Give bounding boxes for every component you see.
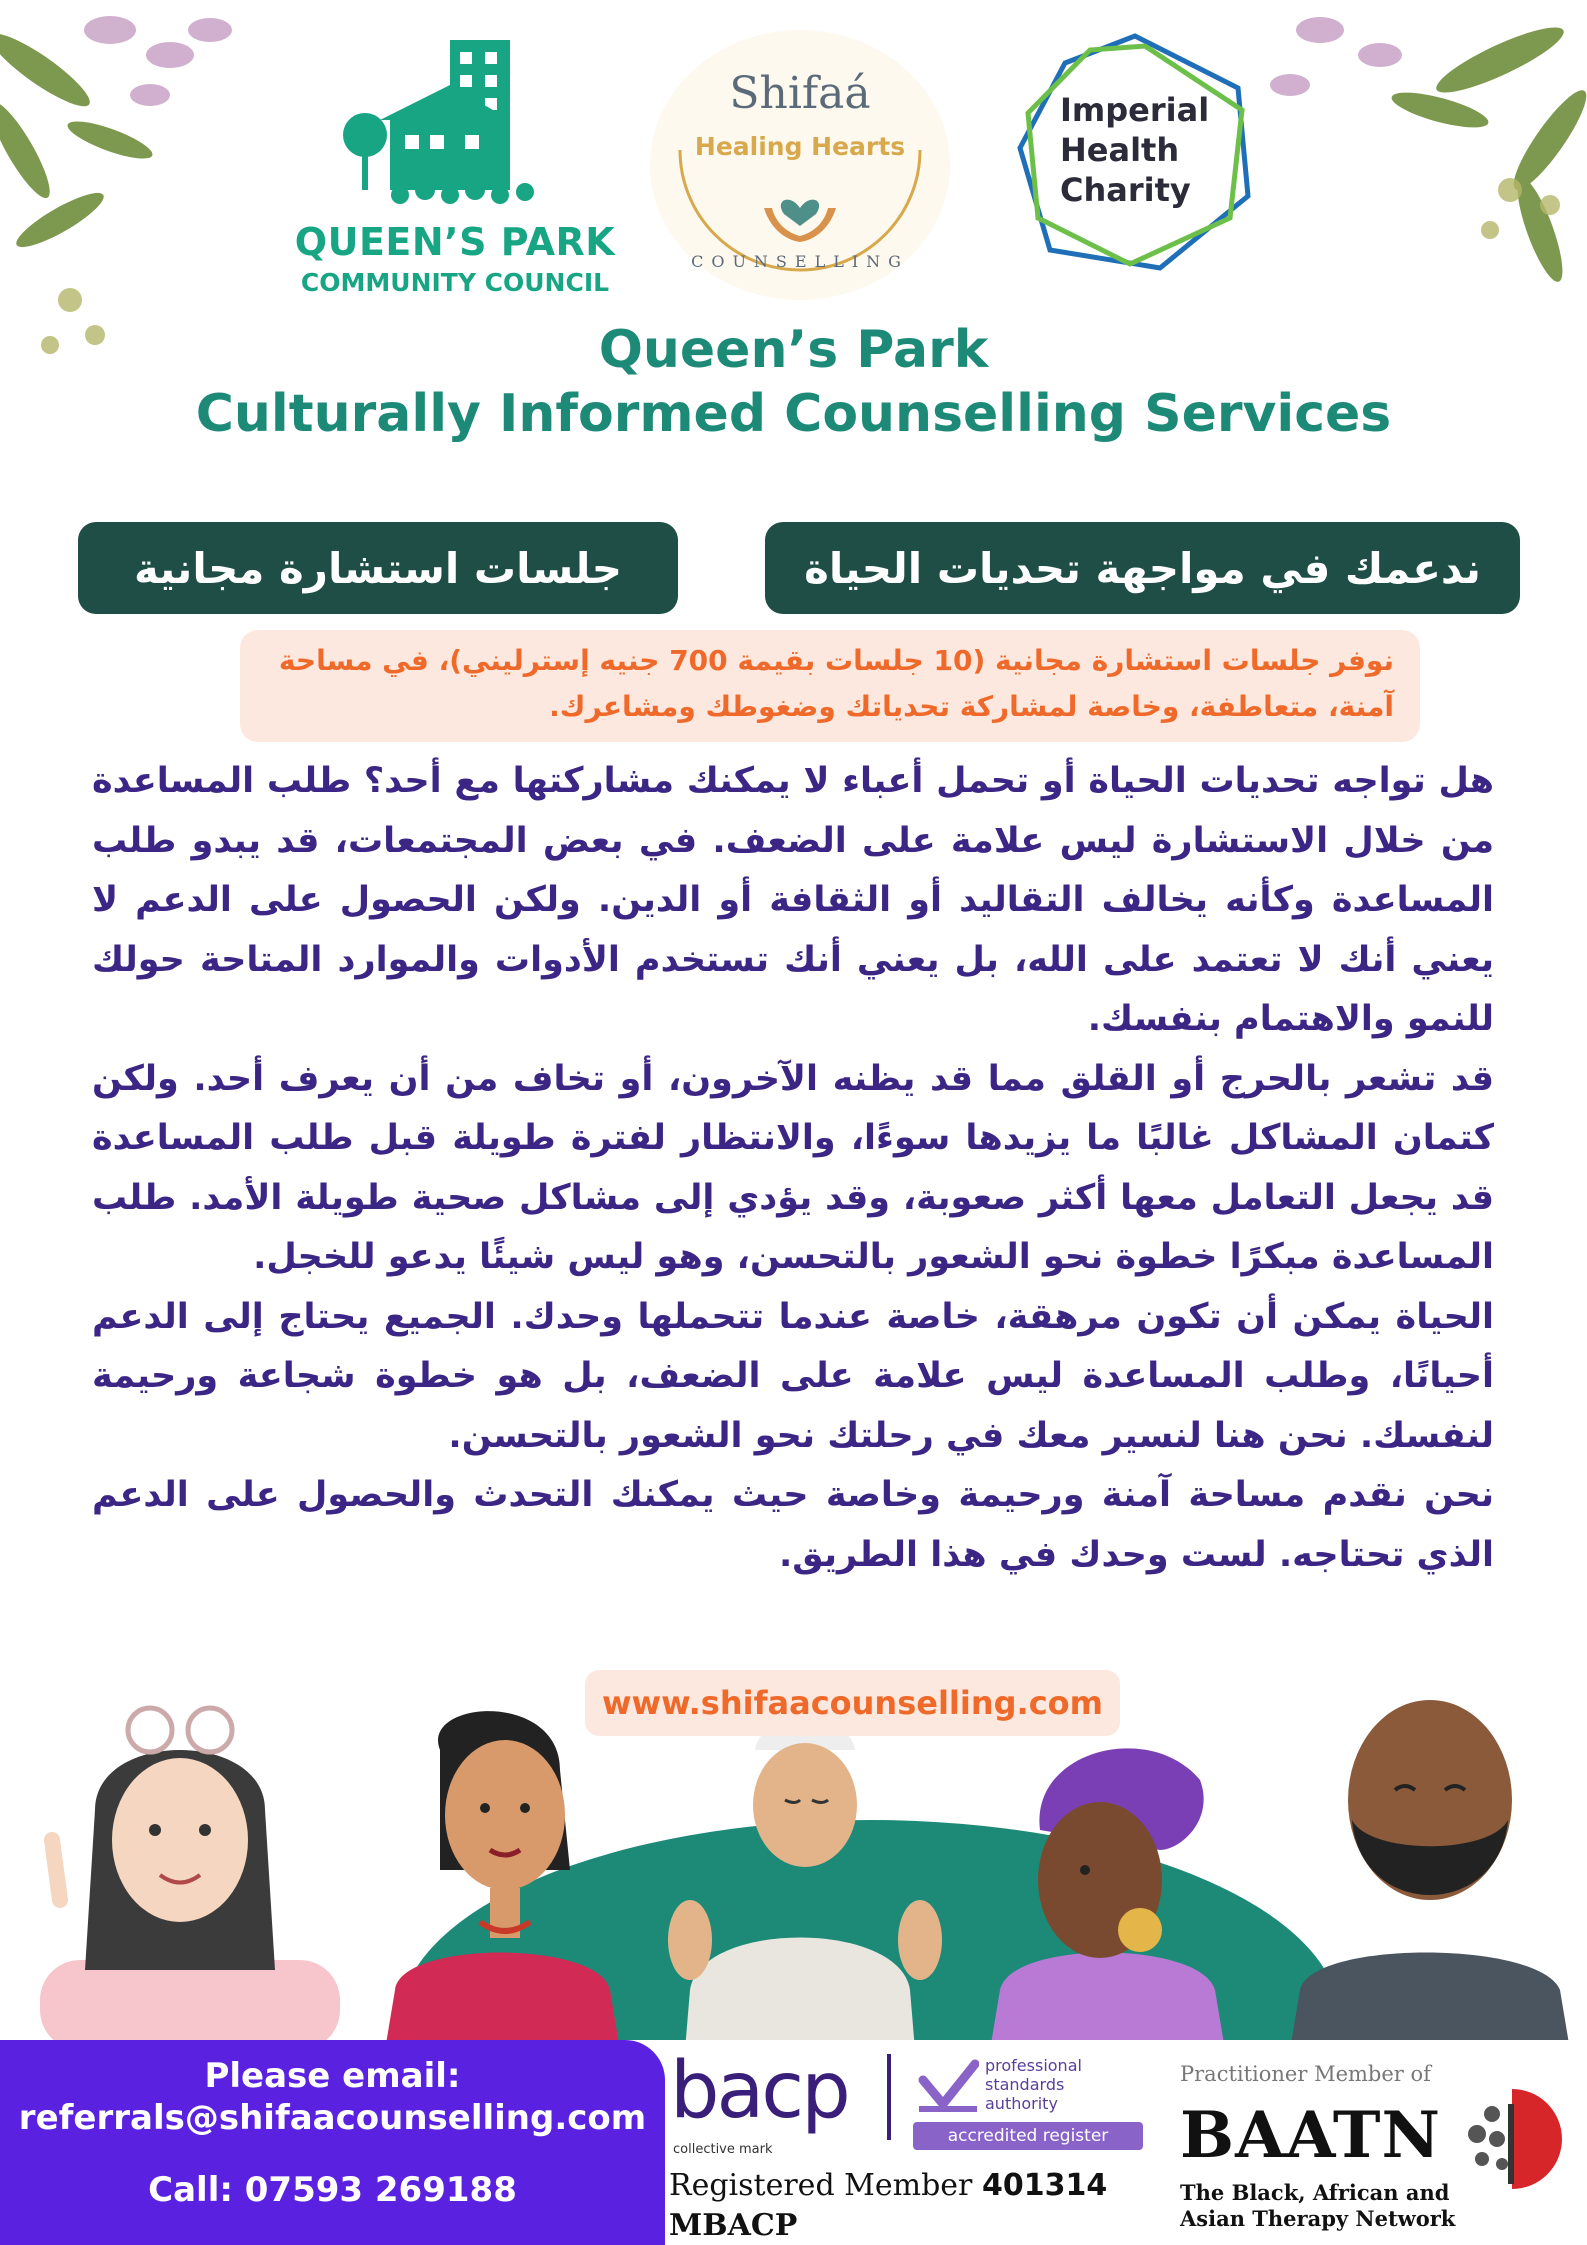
contact-panel [0, 2040, 665, 2245]
bacp-wordmark: bacp [670, 2046, 848, 2136]
person-hijab-woman-icon [40, 1708, 340, 2040]
person-bearded-man-icon [1290, 1700, 1570, 2040]
body-paragraph-3: الحياة يمكن أن تكون مرهقة، خاصة عندما تتحملها وحدك. الجميع يحتاج إلى الدعم أحيانًا، وطلب المساعدة ليس علامة على الضعف، بل هو خطوة شجاعة ورحيمة لنفسك. نحن هنا لنسير معك في رحلتك نحو الشعور بالتحسن. [92, 1296, 1494, 1456]
psa-accredited-register: accredited register [913, 2122, 1143, 2150]
baatn-tree-icon [1452, 2084, 1572, 2194]
queens-park-name: QUEEN’S PARK [294, 220, 616, 264]
imperial-health-charity-logo [1010, 28, 1260, 278]
support-banner: ندعمك في مواجهة تحديات الحياة [765, 522, 1520, 614]
website-link[interactable]: www.shifaacounselling.com [585, 1670, 1120, 1736]
baatn-practitioner-label: Practitioner Member of [1180, 2062, 1431, 2086]
mbacp-label: MBACP [669, 2208, 798, 2243]
people-illustration [0, 1690, 1587, 2040]
shifaa-title: Shifaá [729, 68, 871, 119]
phone-number[interactable]: Call: 07593 269188 [148, 2170, 517, 2210]
free-sessions-banner: جلسات استشارة مجانية [78, 522, 678, 614]
psa-badge [913, 2056, 1143, 2156]
email-prompt: Please email: [204, 2056, 461, 2096]
baatn-wordmark: BAATN [1180, 2098, 1442, 2173]
queens-park-logo [270, 30, 640, 297]
body-text [92, 752, 1494, 1585]
queens-park-building-icon [340, 30, 570, 215]
baatn-subtitle-2: Asian Therapy Network [1180, 2206, 1456, 2231]
registered-member-line: Registered Member 401314 [669, 2168, 1108, 2203]
body-paragraph-4: نحن نقدم مساحة آمنة ورحيمة وخاصة حيث يمكنك التحدث والحصول على الدعم الذي تحتاجه. لست وحدك في هذا الطريق. [92, 1475, 1494, 1575]
referral-email-link[interactable]: referrals@shifaacounselling.com [18, 2098, 647, 2138]
offer-highlight: نوفر جلسات استشارة مجانية (10 جلسات بقيمة 700 جنيه إسترليني)، في مساحة آمنة، متعاطفة، وخاصة لمشاركة تحدياتك وضغوطك ومشاعرك. [240, 630, 1420, 742]
bacp-collective-mark: collective mark [673, 2142, 773, 2157]
body-paragraph-1: هل تواجه تحديات الحياة أو تحمل أعباء لا يمكنك مشاركتها مع أحد؟ طلب المساعدة من خلال الاستشارة ليس علامة على الضعف. في بعض المجتمعات، قد يبدو طلب المساعدة وكأنه يخالف التقاليد أو الثقافة أو الدين. ولكن الحصول على الدعم لا يعني أنك لا تعتمد على الله، بل يعني أنك تستخدم الأدوات والموارد المتاحة حولك للنمو والاهتمام بنفسك. [92, 761, 1494, 1039]
community-council-name: COMMUNITY COUNCIL [300, 268, 610, 297]
imperial-health-charity-text: Imperial Health Charity [1060, 91, 1210, 209]
heart-hands-icon [760, 178, 840, 248]
psa-text: professional standards authority [985, 2056, 1082, 2113]
leaf-decoration-right [1250, 0, 1587, 330]
baatn-badge [1160, 2040, 1587, 2245]
shifaa-ring-text: COUNSELLING [691, 252, 909, 271]
bacp-badge [665, 2040, 1155, 2245]
page-title-line-2: Culturally Informed Counselling Services [195, 384, 1392, 444]
baatn-subtitle-1: The Black, African and [1180, 2180, 1450, 2205]
psa-check-icon [917, 2058, 979, 2114]
page-title-line-1: Queen’s Park [598, 320, 989, 380]
shifaa-subtitle: Healing Hearts [694, 132, 906, 161]
body-paragraph-2: قد تشعر بالحرج أو القلق مما قد يظنه الآخرون، أو تخاف من أن يعرف أحد. ولكن كتمان المشاكل غالبًا ما يزيدها سوءًا، والانتظار لفترة طويلة قبل طلب المساعدة قد يجعل التعامل معها أكثر صعوبة، وقد يؤدي إلى مشاكل صحية طويلة الأمد. طلب المساعدة مبكرًا خطوة نحو الشعور بالتحسن، وهو ليس شيئًا يدعو للخجل. [92, 1058, 1494, 1277]
shifaa-logo [650, 30, 950, 300]
bacp-divider [887, 2054, 891, 2140]
